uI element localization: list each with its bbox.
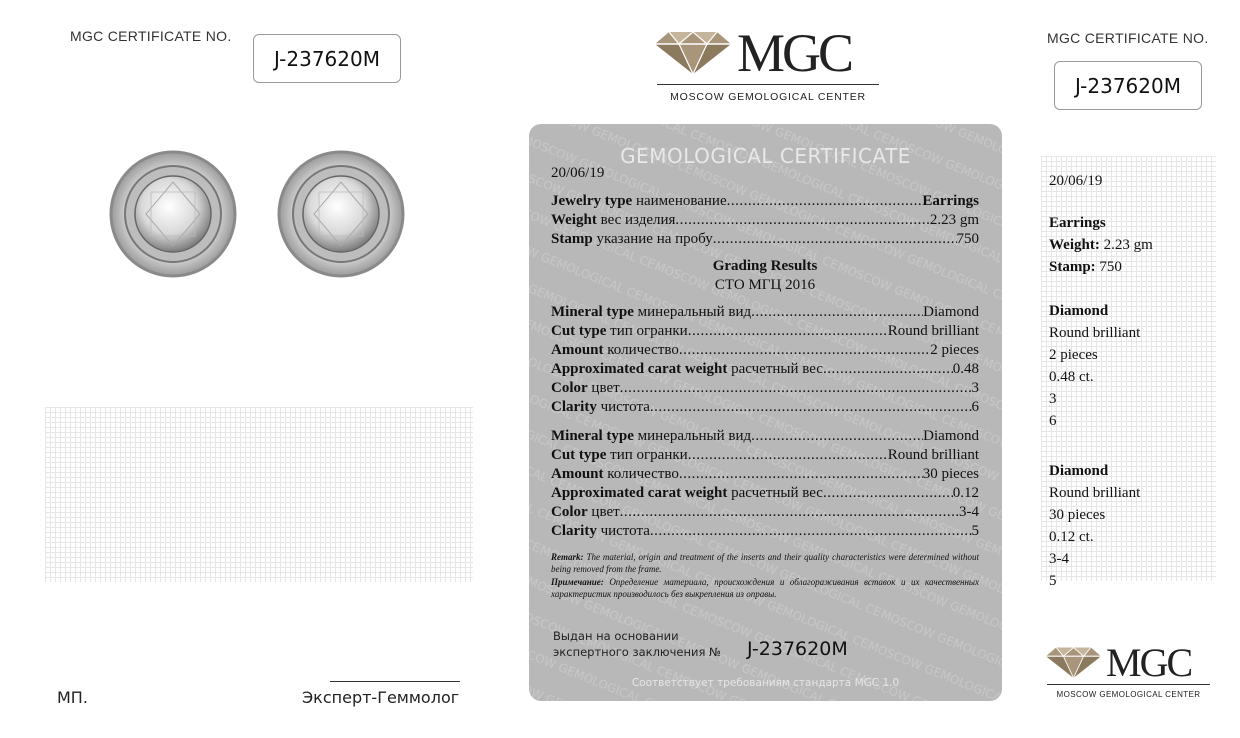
diamond-logo-icon <box>1046 646 1101 678</box>
right-cert-label: MGC CERTIFICATE NO. <box>1047 30 1209 46</box>
spec-row: Approximated carat weight расчетный вес ..... 0.48 <box>551 360 979 379</box>
spec-row: Mineral type минеральный вид ..... Diamond <box>551 303 979 322</box>
grading-heading: Grading Results <box>712 258 818 274</box>
right-cert-number: J-237620M <box>1054 61 1202 110</box>
spec-row: Stamp указание на пробу ..... 750 <box>551 230 979 249</box>
top-logo <box>655 23 880 110</box>
summary-stone-1: Diamond Round brilliant 2 pieces 0.48 ct. 3 6 <box>1049 303 1141 429</box>
spec-row: Color цвет ..... 3 <box>551 379 979 398</box>
earring-left <box>111 152 235 276</box>
stone-group-2 <box>551 427 979 541</box>
summary-item: Earrings <box>1049 215 1106 231</box>
remark-ru: Примечание: Определение материала, происхождения и облагораживания вставок и их качественных характеристик производилось без выкрепления из оправы. <box>551 577 980 599</box>
spec-row: Cut type тип огранки ..... Round brilliant <box>551 322 979 341</box>
spec-row: Amount количество ..... 30 pieces <box>551 465 979 484</box>
stamp-place: МП. <box>57 688 88 707</box>
bottom-logo <box>1046 640 1211 706</box>
card-body <box>551 164 979 600</box>
summary-panel <box>1049 170 1219 592</box>
spec-row: Clarity чистота ..... 6 <box>551 398 979 417</box>
earring-right <box>279 152 403 276</box>
card-date: 20/06/19 <box>551 165 605 181</box>
top-logo-brand: MGC <box>737 23 852 83</box>
card-footer-standard: Соответствует требованиям стандарта MGC 1.0 <box>631 677 900 689</box>
spec-row: Jewelry type наименование ..... Earrings <box>551 192 979 211</box>
spec-row: Clarity чистота ..... 5 <box>551 522 979 541</box>
grading-standard: СТО МГЦ 2016 <box>714 277 816 293</box>
spec-row: Approximated carat weight расчетный вес ..... 0.12 <box>551 484 979 503</box>
top-logo-subtitle: MOSCOW GEMOLOGICAL CENTER <box>657 84 879 103</box>
left-cert-number: J-237620M <box>253 34 401 83</box>
summary-stamp: Stamp: 750 <box>1049 259 1122 275</box>
diamond-logo-icon <box>655 30 731 74</box>
summary-weight: Weight: 2.23 gm <box>1049 237 1153 253</box>
stone-group-1 <box>551 303 979 417</box>
certificate-card <box>529 124 1002 701</box>
bottom-logo-subtitle: MOSCOW GEMOLOGICAL CENTER <box>1047 684 1210 699</box>
card-title: GEMOLOGICAL CERTIFICATE <box>620 144 911 168</box>
summary-date: 20/06/19 <box>1049 173 1103 189</box>
spec-row: Mineral type минеральный вид ..... Diamond <box>551 427 979 446</box>
bottom-logo-brand: MGC <box>1106 640 1192 685</box>
summary-stone-2: Diamond Round brilliant 30 pieces 0.12 ct. 3-4 5 <box>1049 463 1141 589</box>
issued-basis: Выдан на основании экспертного заключения № <box>553 629 721 659</box>
earrings-photo <box>105 148 410 278</box>
issued-number: J-237620M <box>747 638 848 660</box>
signature-line <box>330 681 460 682</box>
remark-en: Remark: The material, origin and treatment of the inserts and their quality characteristics were determined without being removed from the frame. <box>551 552 980 574</box>
spec-row: Cut type тип огранки ..... Round brilliant <box>551 446 979 465</box>
left-cert-label: MGC CERTIFICATE NO. <box>70 28 232 44</box>
jewelry-section <box>551 192 979 249</box>
spec-row: Amount количество ..... 2 pieces <box>551 341 979 360</box>
expert-signature: Эксперт-Геммолог <box>302 688 460 707</box>
spec-row: Weight вес изделия ..... 2.23 gm <box>551 211 979 230</box>
left-grid-panel <box>45 407 473 582</box>
spec-row: Color цвет ..... 3-4 <box>551 503 979 522</box>
